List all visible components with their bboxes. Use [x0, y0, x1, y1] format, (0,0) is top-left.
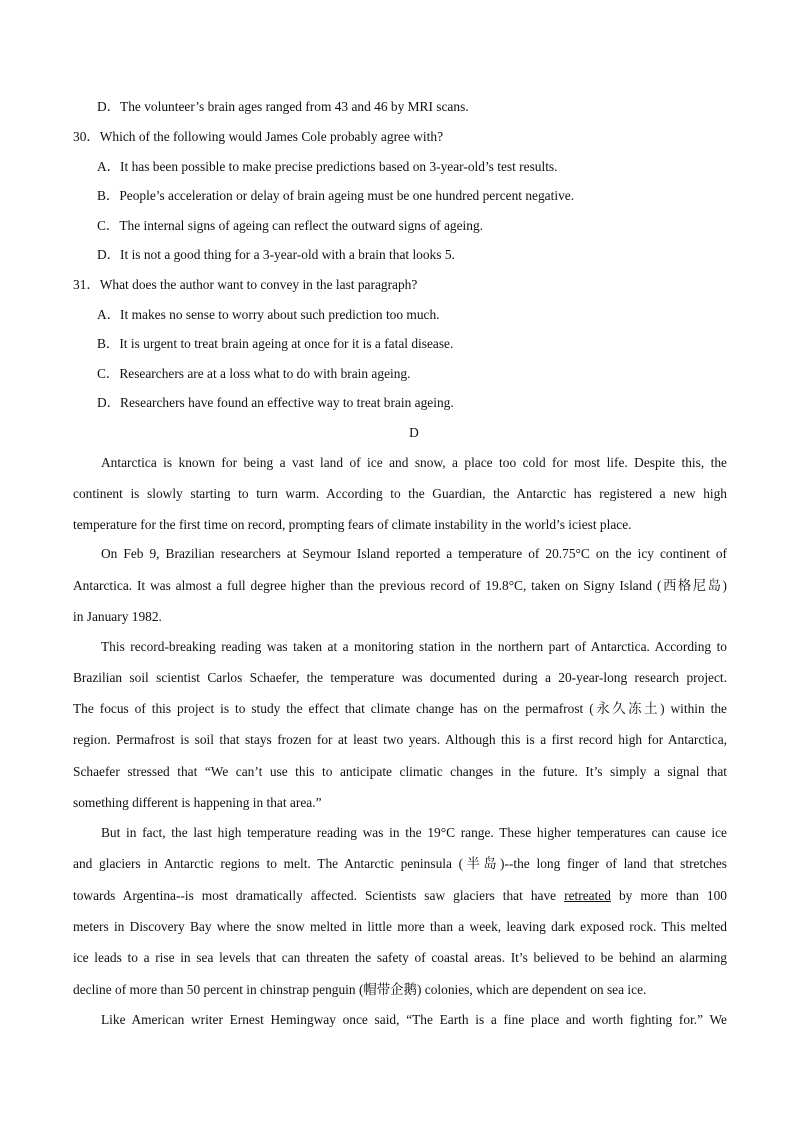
paragraph-2-line: Antarctica. It was almost a full degree higher than the previous record of 19.8°C, taken on Signy Island (西格尼岛)	[73, 578, 727, 593]
paragraph-4-line: But in fact, the last high temperature reading was in the 19°C range. These higher temperatures can cause ice	[101, 825, 727, 840]
paragraph-3-line: Brazilian soil scientist Carlos Schaefer, the temperature was documented during a 20-year-long research project.	[73, 670, 727, 685]
passage-heading: D	[409, 425, 419, 440]
paragraph-4-text: by more than 100	[610, 888, 727, 903]
paragraph-2-line: in January 1982.	[73, 609, 162, 624]
paragraph-5-line: Like American writer Ernest Hemingway once said, “The Earth is a fine place and worth fighting for.” We	[101, 1012, 727, 1027]
paragraph-3-line: something different is happening in that area.”	[73, 795, 322, 810]
q30-option-a: A．It has been possible to make precise predictions based on 3-year-old’s test results.	[97, 159, 558, 174]
paragraph-4-line: meters in Discovery Bay where the snow melted in little more than a week, leaving dark exposed rock. This melted	[73, 919, 727, 934]
paragraph-4-line: decline of more than 50 percent in chinstrap penguin (帽带企鹅) colonies, which are dependent on sea ice.	[73, 982, 647, 997]
q30-stem: 30．Which of the following would James Cole probably agree with?	[73, 129, 444, 144]
underlined-word-retreated: retreated	[564, 888, 611, 903]
paragraph-4-line	[73, 888, 727, 904]
q31-option-d: D．Researchers have found an effective way to treat brain ageing.	[97, 395, 454, 410]
paragraph-2-line: On Feb 9, Brazilian researchers at Seymour Island reported a temperature of 20.75°C on the icy continent of	[101, 546, 727, 561]
paragraph-1-line: continent is slowly starting to turn warm. According to the Guardian, the Antarctic has registered a new high	[73, 486, 727, 501]
q31-option-b: B．It is urgent to treat brain ageing at once for it is a fatal disease.	[97, 336, 454, 351]
paragraph-1-line: Antarctica is known for being a vast land of ice and snow, a place too cold for most life. Despite this, the	[101, 455, 727, 470]
paragraph-1-line: temperature for the first time on record, prompting fears of climate instability in the world’s iciest place.	[73, 517, 632, 532]
q31-stem: 31．What does the author want to convey in the last paragraph?	[73, 277, 418, 292]
paragraph-3-line: region. Permafrost is soil that stays frozen for at least two years. Although this is a first record high for Antarctica,	[73, 732, 727, 747]
q31-option-c: C．Researchers are at a loss what to do with brain ageing.	[97, 366, 411, 381]
q30-option-d: D．It is not a good thing for a 3-year-old with a brain that looks 5.	[97, 247, 455, 262]
paragraph-3-line: The focus of this project is to study the effect that climate change has on the permafrost (永久冻土) within the	[73, 701, 727, 716]
q30-option-c: C．The internal signs of ageing can reflect the outward signs of ageing.	[97, 218, 483, 233]
paragraph-3-line: Schaefer stressed that “We can’t use this to anticipate climatic changes in the future. It’s simply a signal that	[73, 764, 727, 779]
paragraph-4-text: towards Argentina--is most dramatically affected. Scientists saw glaciers that have	[73, 888, 565, 903]
q31-option-a: A．It makes no sense to worry about such prediction too much.	[97, 307, 440, 322]
paragraph-3-line: This record-breaking reading was taken at a monitoring station in the northern part of Antarctica. According to	[101, 639, 727, 654]
q29-option-d: D．The volunteer’s brain ages ranged from 43 and 46 by MRI scans.	[97, 99, 469, 114]
q30-option-b: B．People’s acceleration or delay of brain ageing must be one hundred percent negative.	[97, 188, 575, 203]
paragraph-4-line: ice leads to a rise in sea levels that can threaten the safety of coastal areas. It’s believed to be behind an alarming	[73, 950, 727, 965]
paragraph-4-line: and glaciers in Antarctic regions to melt. The Antarctic peninsula (半岛)--the long finger of land that stretches	[73, 856, 727, 871]
